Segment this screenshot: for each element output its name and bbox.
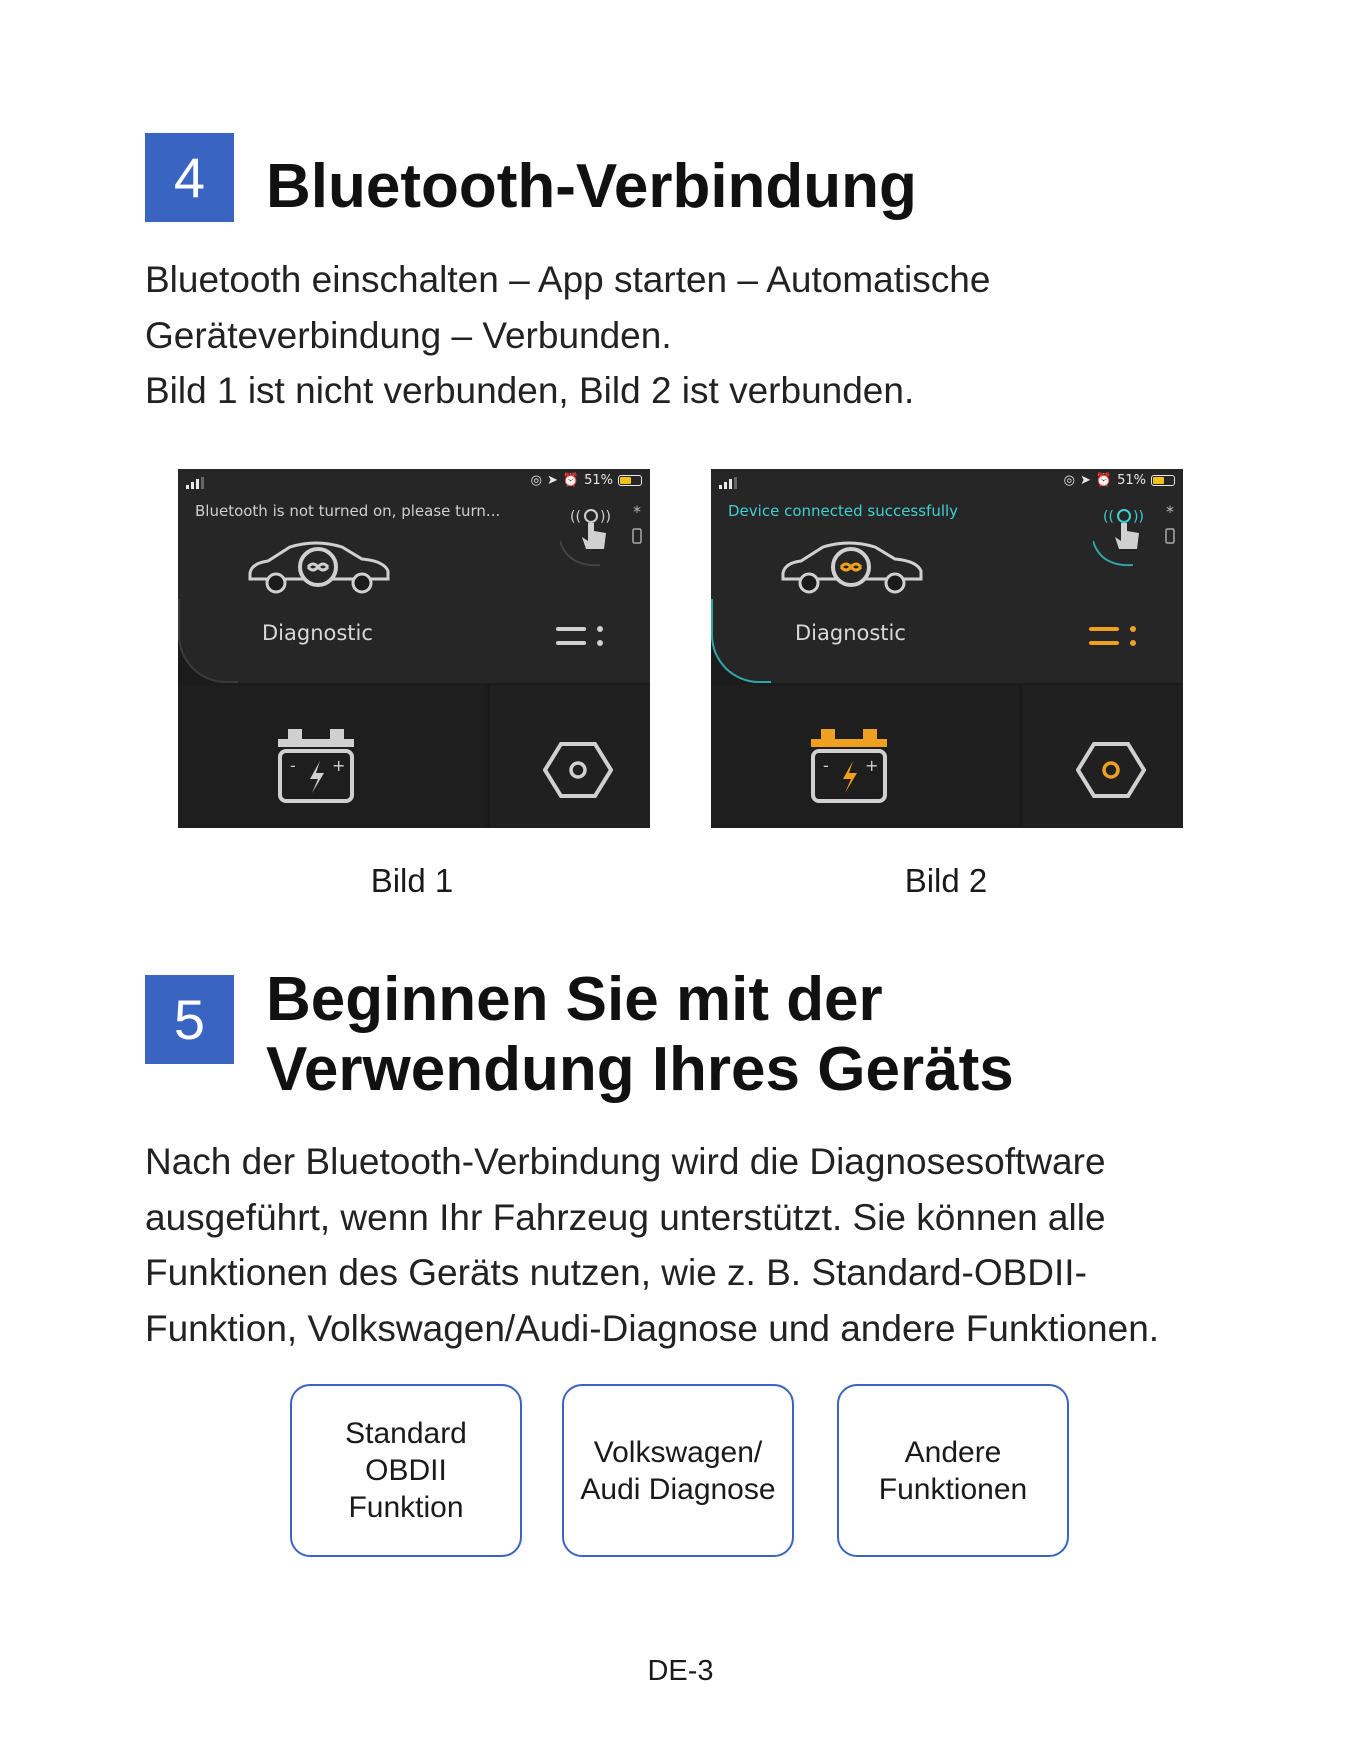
section-5-number-badge: 5 [145,975,234,1064]
function-label: Standard [345,1417,467,1450]
diagnostic-label: Diagnostic [262,621,373,645]
panel-arc [178,599,238,683]
svg-text:∗: ∗ [632,502,643,516]
signal-icon [719,477,741,489]
alarm-icon: ⏰ [562,473,580,488]
function-box-vw-audi [562,1384,794,1557]
section-5-line: Nach der Bluetooth-Verbindung wird die Diagnosesoftware [145,1141,1106,1182]
bluetooth-touch-icon [1093,497,1179,569]
section-4-title: Bluetooth-Verbindung [266,152,917,221]
svg-text:∗: ∗ [1165,502,1176,516]
function-label: Funktionen [878,1472,1028,1506]
svg-text:)): )) [600,509,611,525]
svg-text:+: + [332,756,346,775]
alarm-icon: ⏰ [1095,473,1113,488]
connection-message: Device connected successfully [728,502,959,520]
location-icon: ➤ [1080,473,1091,488]
function-label: OBDII [365,1454,447,1487]
function-label: Funktion [348,1491,464,1524]
section-5-paragraph [145,1134,1159,1356]
app-screenshot-not-connected [178,469,650,828]
screenshot-caption: Bild 2 [904,862,988,899]
svg-text:((: (( [1103,509,1114,525]
location-icon: ➤ [547,473,558,488]
menu-icon [556,624,606,650]
lock-rotation-icon: ◎ [530,473,542,488]
app-screenshot-connected [711,469,1183,828]
function-label: Volkswagen/ [593,1435,763,1469]
section-5-title-line: Beginnen Sie mit der [266,965,883,1034]
status-bar [711,469,1183,495]
battery-percent: 51% [584,473,613,488]
bluetooth-touch-icon [560,497,646,569]
lock-rotation-icon: ◎ [1063,473,1075,488]
section-4-line: Bluetooth einschalten – App starten – Automatische [145,259,991,300]
section-4-line: Bild 1 ist nicht verbunden, Bild 2 ist verbunden. [145,370,915,411]
settings-icon [543,740,613,800]
section-5-line: Funktion, Volkswagen/Audi-Diagnose und andere Funktionen. [145,1307,1160,1349]
status-bar [178,469,650,495]
function-label: Andere [904,1435,1002,1469]
section-5-title [266,965,1014,1105]
status-right [531,473,642,488]
menu-icon [1089,624,1139,650]
settings-icon [1076,740,1146,800]
svg-text:-: - [823,756,829,775]
car-diagnostic-icon [779,537,925,597]
svg-text:)): )) [1133,509,1144,525]
connection-message: Bluetooth is not turned on, please turn... [195,502,501,520]
section-5-line: Funktionen des Geräts nutzen, wie z. B. Standard-OBDII- [145,1252,1087,1293]
signal-icon [186,477,208,489]
screenshot-caption: Bild 1 [370,862,454,899]
car-diagnostic-icon [246,537,392,597]
section-5-title-line: Verwendung Ihres Geräts [266,1035,1014,1104]
battery-check-icon [276,727,356,805]
svg-text:+: + [865,756,879,775]
diagnostic-label: Diagnostic [795,621,906,645]
battery-status-icon [1151,475,1175,486]
svg-text:((: (( [570,509,581,525]
section-5-line: ausgeführt, wenn Ihr Fahrzeug unterstützt. Sie können alle [145,1196,1106,1238]
function-label: Audi Diagnose [580,1472,776,1506]
section-4-paragraph [145,252,990,419]
battery-status-icon [618,475,642,486]
battery-percent: 51% [1117,473,1146,488]
status-right [1064,473,1175,488]
section-4-number-badge: 4 [145,133,234,222]
svg-text:-: - [290,756,296,775]
function-box-other [837,1384,1069,1557]
function-box-standard-obdii [290,1384,522,1557]
section-4-line: Geräteverbindung – Verbunden. [145,314,672,356]
page-number: DE-3 [647,1655,714,1687]
panel-arc [711,599,771,683]
battery-check-icon [809,727,889,805]
